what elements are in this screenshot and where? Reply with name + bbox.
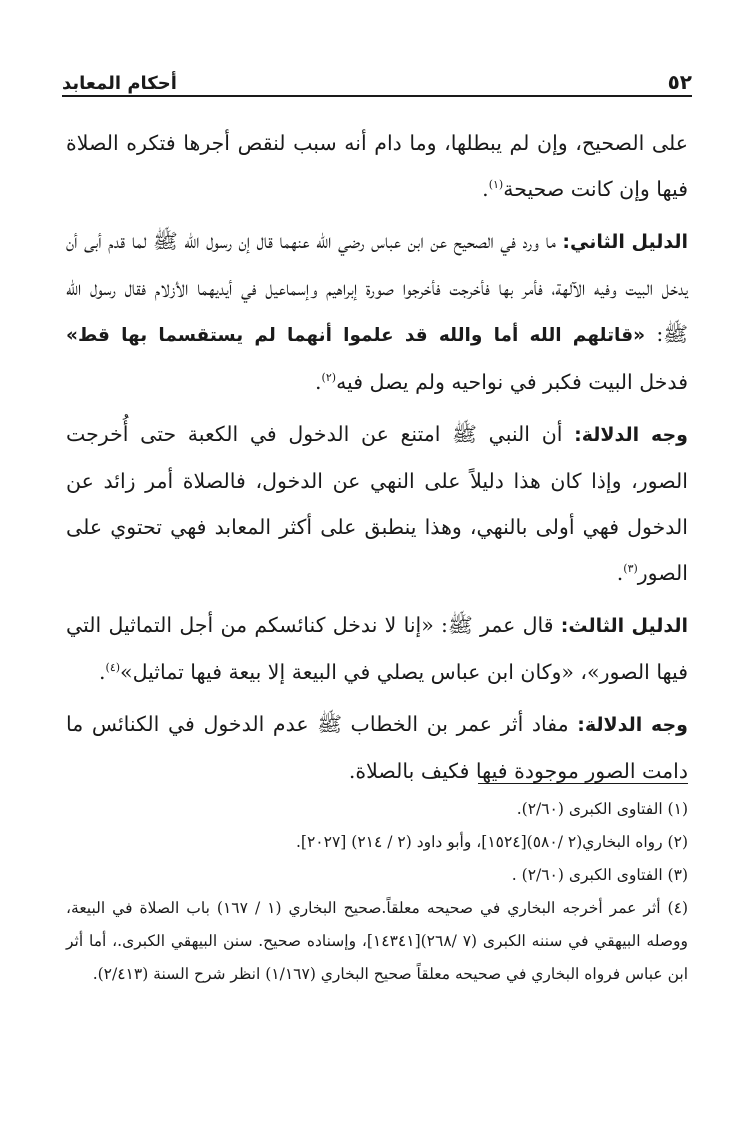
evidence-label-3: الدليل الثالث:	[560, 615, 688, 637]
paragraph-3: وجه الدلالة: أن النبي ﷺ امتنع عن الدخول في الكعبة حتى أُخرجت الصور، وإذا كان هذا دليلاً على النهي عن الدخول، فالصلاة أمر زائد عن الدخول فهي أولى بالنهي، وهذا ينطبق على أكثر المعابد فهي تحتوي على الصور$^{(٣)}$.	[66, 422, 688, 585]
evidence-label-2: الدليل الثاني:	[562, 231, 688, 253]
main-text	[66, 120, 688, 800]
footnote-3: (٣) الفتاوى الكبرى (٢/٦٠) .	[511, 866, 688, 884]
paragraph-1: على الصحيح، وإن لم يبطلها، وما دام أنه سبب لنقص أجرها فتكره الصلاة فيها وإن كانت صحيحة$^{(١)}$.	[66, 131, 688, 201]
paragraph-2: الدليل الثاني: ما ورد في الصحيح عن ابن عباس رضي الله عنهما قال إن رسول الله ﷺ لما قدم أبى أن يدخل البيت وفيه الآلهة، فأمر بها فأخرجت فأخرجوا صورة إبراهيم وإسماعيل في أيديهما الأزلام فقال رسول الله ﷺ: «قاتلهم الله أما والله قد علموا أنهما لم يستقسما بها قط» فدخل البيت فكبر في نواحيه ولم يصل فيه$^{(٢)}$.	[66, 229, 688, 394]
inference-label-2: وجه الدلالة:	[577, 714, 688, 736]
paragraph-4: الدليل الثالث: قال عمر ﷺ: «إنا لا ندخل كنائسكم من أجل التماثيل التي فيها الصور»، «وكان ابن عباس يصلي في البيعة إلا بيعة فيها تماثيل»$^{(٤)}$.	[66, 613, 688, 684]
paragraph-5: وجه الدلالة: مفاد أثر عمر بن الخطاب ﷺ عدم الدخول في الكنائس ما دامت الصور موجودة فيها فكيف بالصلاة.	[66, 712, 688, 783]
footnote-4: (٤) أثر عمر أخرجه البخاري في صحيحه معلقاً.صحيح البخاري (١ / ١٦٧) باب الصلاة في البيعة، ووصله البيهقي في سننه الكبرى (٧ /٢٦٨)[١٤٣٤١]، وإسناده صحيح. سنن البيهقي الكبرى.، أما أثر ابن عباس فرواه البخاري في صحيحه معلقاً صحيح البخاري (١/١٦٧) انظر شرح السنة (٢/٤١٣).	[66, 899, 688, 983]
hadith-quote: «قاتلهم الله أما والله قد علموا أنهما لم يستقسما بها قط»	[66, 325, 646, 346]
footnote-1: (١) الفتاوى الكبرى (٢/٦٠).	[516, 800, 688, 818]
footnote-ref-2: (٢)	[321, 371, 337, 385]
footnote-separator	[478, 783, 688, 784]
running-title: أحكام المعابد	[62, 73, 177, 94]
footnote-ref-3: (٣)	[623, 562, 638, 576]
inference-label-1: وجه الدلالة:	[574, 424, 688, 446]
page-number: ٥٢	[667, 70, 692, 94]
footnote-ref-1: (١)	[488, 178, 504, 192]
header-rule	[62, 95, 692, 97]
footnote-ref-4: (٤)	[105, 661, 121, 675]
page-header	[62, 56, 692, 94]
footnotes	[66, 793, 688, 991]
footnote-2: (٢) رواه البخاري(٢ /٥٨٠)[١٥٢٤]، وأبو داود (٢ / ٢١٤) [٢٠٢٧].	[296, 833, 688, 851]
